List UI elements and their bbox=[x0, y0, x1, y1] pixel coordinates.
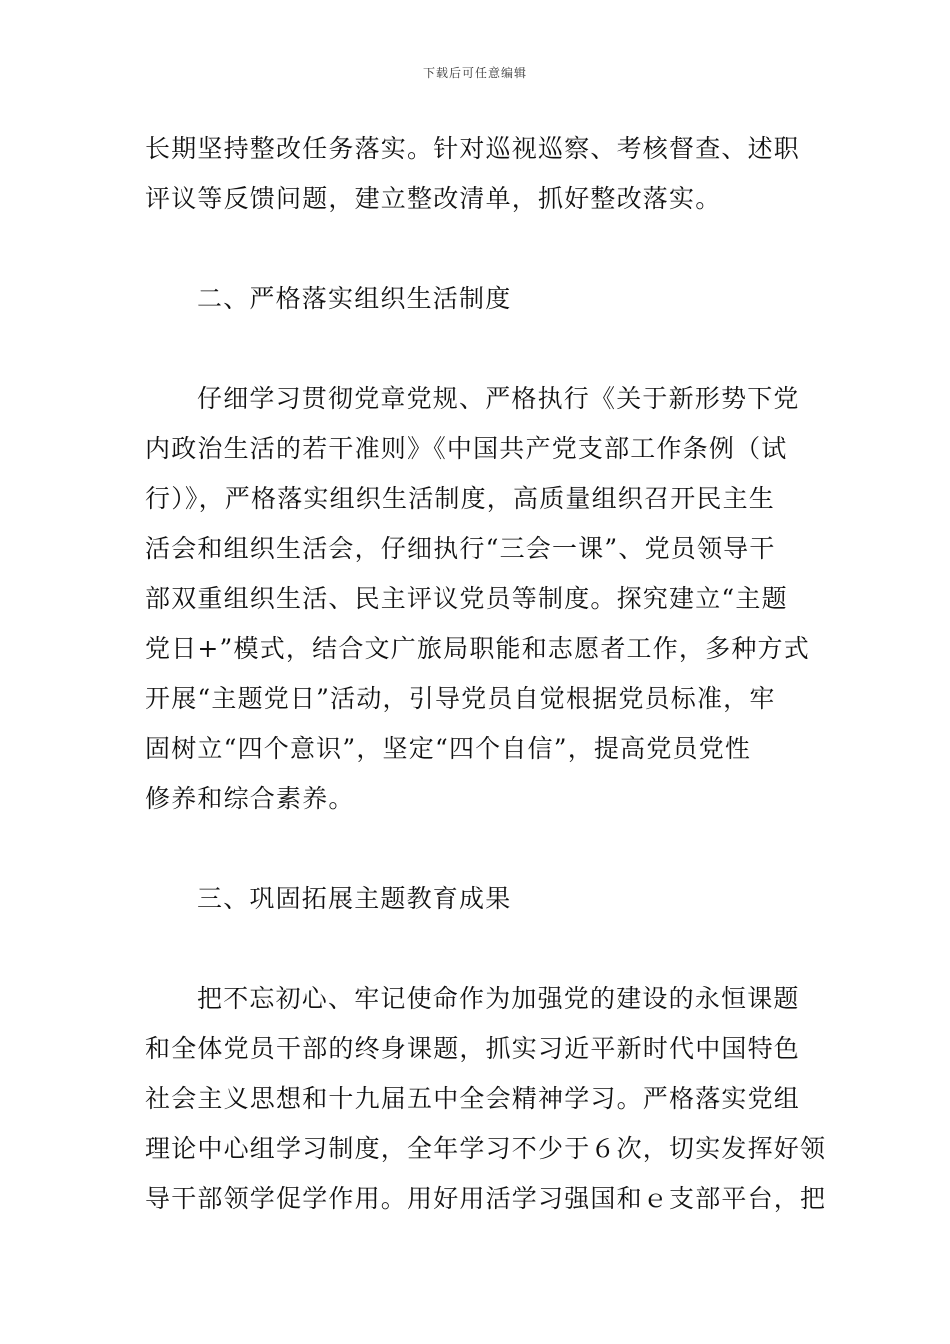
section-heading-2 bbox=[145, 274, 807, 324]
paragraph-gap bbox=[145, 824, 807, 874]
paragraph-org-life bbox=[145, 374, 810, 824]
paragraph-rectification bbox=[145, 124, 807, 224]
text-line: 修养和综合素养。 bbox=[145, 784, 355, 813]
section-heading-3 bbox=[145, 874, 807, 924]
document-body bbox=[145, 124, 827, 1224]
heading-line: 三、巩固拓展主题教育成果 bbox=[197, 884, 512, 913]
text-line: 评议等反馈问题，建立整改清单，抓好整改落实。 bbox=[145, 184, 722, 213]
text-line: 把不忘初心、牢记使命作为加强党的建设的永恒课题 bbox=[197, 984, 800, 1013]
paragraph-gap bbox=[145, 924, 807, 974]
paragraph-gap bbox=[145, 324, 807, 374]
text-line: 和全体党员干部的终身课题，抓实习近平新时代中国特色 bbox=[145, 1034, 801, 1063]
text-line: 部双重组织生活、民主评议党员等制度。探究建立“主题 bbox=[145, 584, 788, 613]
paragraph-gap bbox=[145, 224, 807, 274]
text-line: 仔细学习贯彻党章党规、严格执行《关于新形势下党 bbox=[197, 384, 800, 413]
text-line: 活会和组织生活会，仔细执行“三会一课”、党员领导干 bbox=[145, 534, 776, 563]
heading-line: 二、严格落实组织生活制度 bbox=[197, 284, 512, 313]
text-line: 党日+”模式，结合文广旅局职能和志愿者工作，多种方式 bbox=[145, 634, 810, 663]
page-header: 下载后可任意编辑 bbox=[422, 66, 527, 80]
text-line: 内政治生活的若干准则》《中国共产党支部工作条例（试 bbox=[145, 434, 788, 463]
paragraph-theme-education bbox=[145, 974, 827, 1224]
text-line: 导干部领学促学作用。用好用活学习强国和ｅ支部平台，把 bbox=[145, 1184, 827, 1213]
text-line: 长期坚持整改任务落实。针对巡视巡察、考核督查、述职 bbox=[145, 134, 801, 163]
text-line: 行）》，严格落实组织生活制度，高质量组织召开民主生 bbox=[145, 484, 776, 513]
text-line: 固树立“四个意识”，坚定“四个自信”，提高党员党性 bbox=[145, 734, 752, 763]
text-line: 开展“主题党日”活动，引导党员自觉根据党员标准，牢 bbox=[145, 684, 776, 713]
text-line: 社会主义思想和十九届五中全会精神学习。严格落实党组 bbox=[145, 1084, 801, 1113]
text-line: 理论中心组学习制度，全年学习不少于６次，切实发挥好领 bbox=[145, 1134, 827, 1163]
